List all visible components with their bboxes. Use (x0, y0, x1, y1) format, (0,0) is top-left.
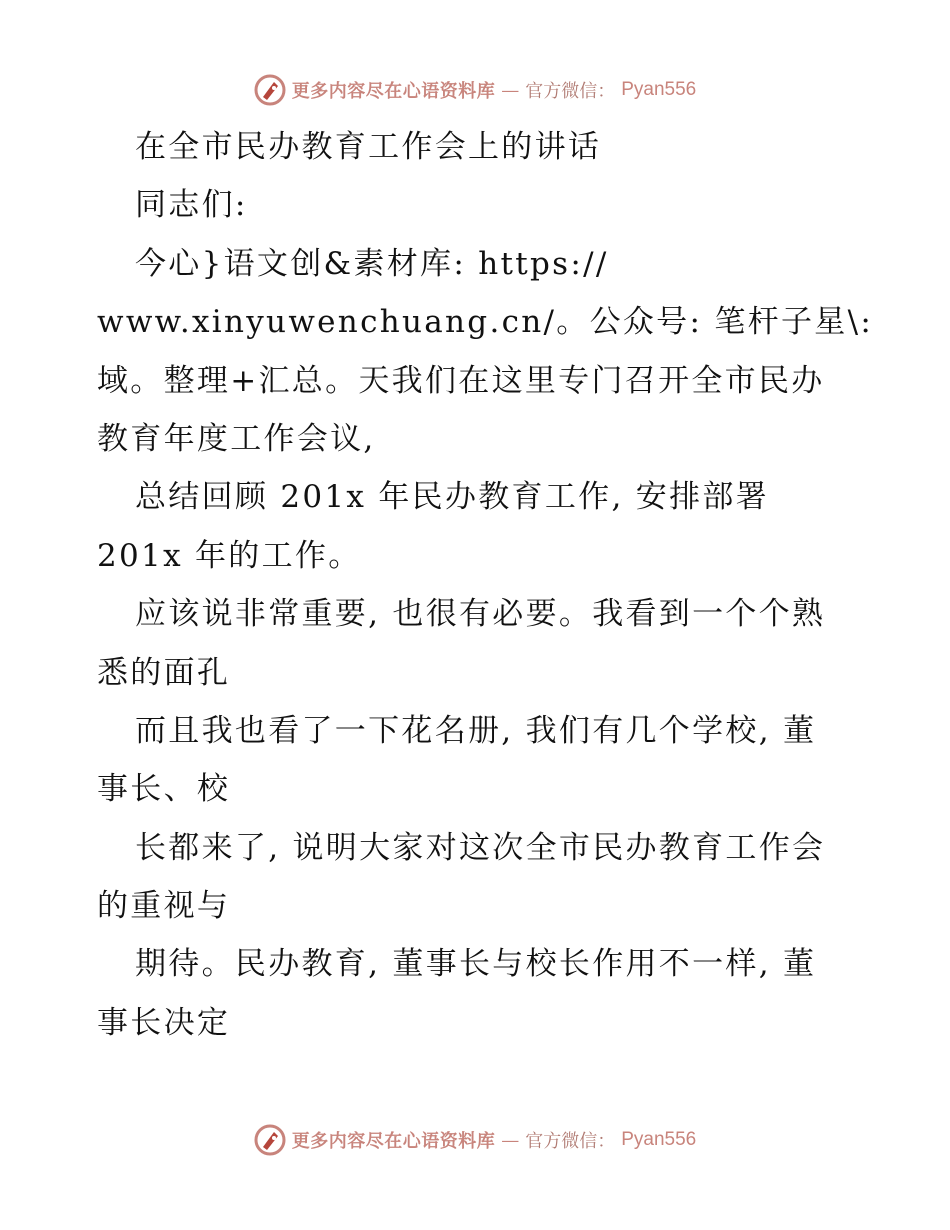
paragraph-line: 总结回顾 201x 年民办教育工作, 安排部署 (135, 479, 769, 516)
paragraph-line: 域。整理+汇总。天我们在这里专门召开全市民办 (97, 362, 825, 399)
document-body (97, 118, 874, 1052)
paragraph-line: 教育年度工作会议, (97, 420, 376, 457)
watermark-wechat-label: 官方微信： (525, 81, 616, 102)
watermark-wechat-label: 官方微信： (525, 1131, 616, 1152)
paragraph-line: 期待。民办教育, 董事长与校长作用不一样, 董 (135, 946, 817, 983)
paragraph-line: 事长、校 (97, 771, 231, 808)
watermark-text: 更多内容尽在心语资料库 (291, 1131, 496, 1152)
watermark-wechat-id: Pyan556 (621, 79, 697, 100)
pen-nib-logo-icon (254, 1124, 286, 1156)
paragraph-line: 长都来了, 说明大家对这次全市民办教育工作会 (135, 829, 826, 866)
salutation: 同志们: (135, 187, 248, 224)
paragraph-line: 而且我也看了一下花名册, 我们有几个学校, 董 (135, 712, 817, 749)
paragraph-line: 今心}语文创&素材库: https:// (135, 245, 609, 282)
watermark-text: 更多内容尽在心语资料库 (291, 81, 496, 102)
pen-nib-logo-icon (254, 74, 286, 106)
header-watermark (0, 70, 950, 110)
footer-watermark (0, 1120, 950, 1160)
watermark-dash: — (501, 79, 520, 101)
paragraph-line: 悉的面孔 (97, 654, 231, 691)
watermark-wechat-id: Pyan556 (621, 1129, 697, 1150)
paragraph-line: www.xinyuwenchuang.cn/。公众号: 笔杆子星\: (97, 304, 874, 341)
document-title: 在全市民办教育工作会上的讲话 (135, 129, 602, 165)
paragraph-line: 的重视与 (97, 888, 231, 925)
watermark-dash: — (501, 1129, 520, 1151)
paragraph-line: 201x 年的工作。 (97, 537, 362, 574)
paragraph-line: 事长决定 (97, 1004, 231, 1041)
paragraph-line: 应该说非常重要, 也很有必要。我看到一个个熟 (135, 596, 826, 633)
